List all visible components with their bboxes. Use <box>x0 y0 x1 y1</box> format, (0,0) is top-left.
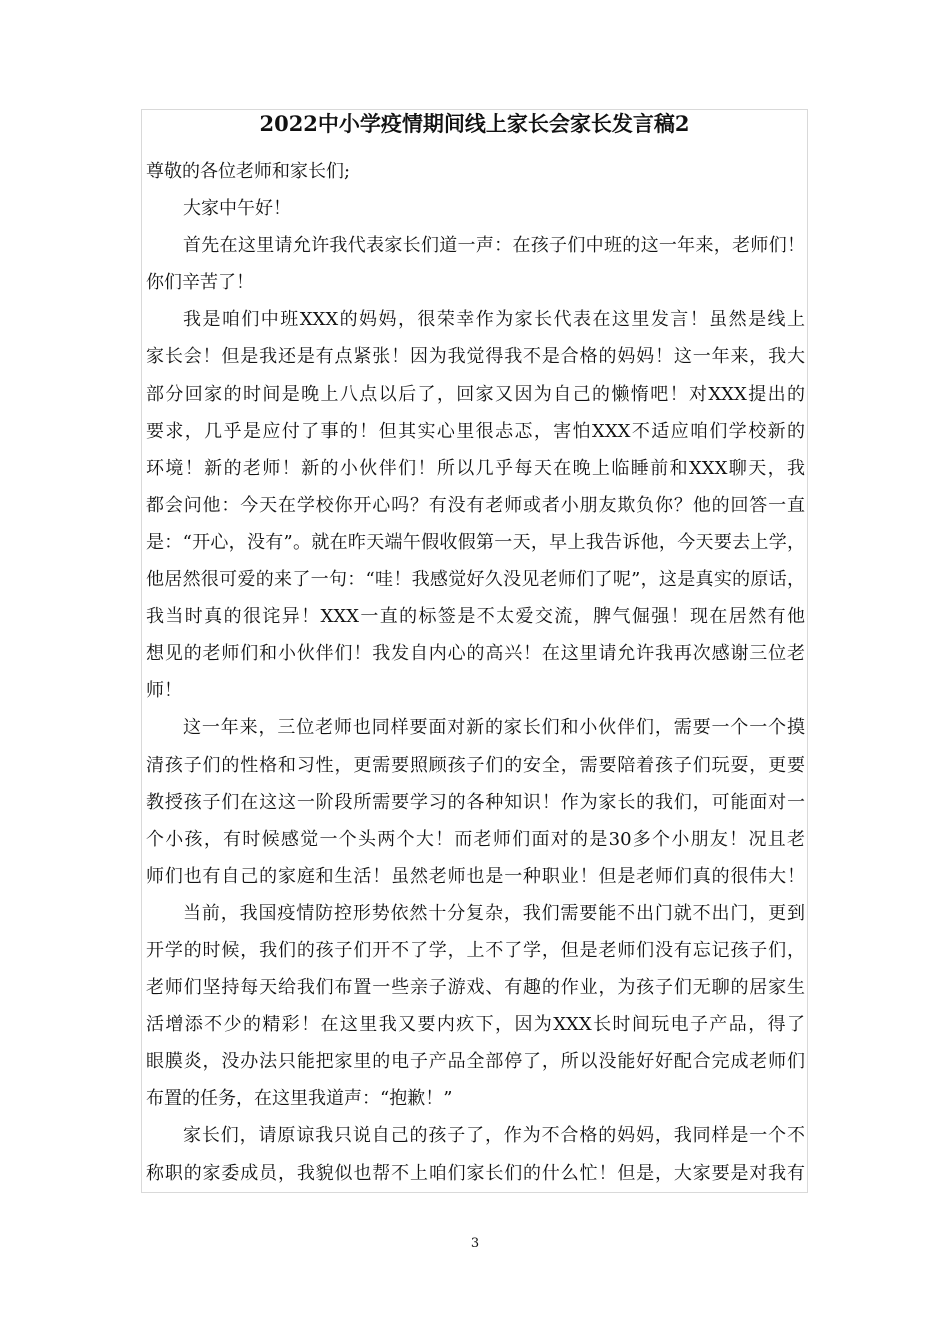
text-line: 尊敬的各位老师和家长们; <box>146 161 351 182</box>
text-line: 你们辛苦了！ <box>146 272 254 294</box>
text-line: 首先在这里请允许我代表家长们道一声：在孩子们中班的这一年来，老师们！ <box>183 235 805 257</box>
text-line: 清孩子们的性格和习性，更需要照顾孩子们的安全，需要陪着孩子们玩耍，更要 <box>146 754 805 776</box>
text-line: 环境！新的老师！新的小伙伴们！所以几乎每天在晚上临睡前和XXX聊天，我 <box>146 457 805 479</box>
text-line: 要求，几乎是应付了事的！但其实心里很忐忑，害怕XXX不适应咱们学校新的 <box>146 420 805 442</box>
text-line: 想见的老师们和小伙伴们！我发自内心的高兴！在这里请允许我再次感谢三位老 <box>146 643 805 665</box>
text-line: 师们也有自己的家庭和生活！虽然老师也是一种职业！但是老师们真的很伟大！ <box>146 865 805 887</box>
text-line: 个小孩，有时候感觉一个头两个大！而老师们面对的是30多个小朋友！况且老 <box>146 828 805 850</box>
text-line: 教授孩子们在这这一阶段所需要学习的各种知识！作为家长的我们，可能面对一 <box>146 791 805 813</box>
text-line: 师！ <box>146 680 182 702</box>
text-line: 都会问他：今天在学校你开心吗？有没有老师或者小朋友欺负你？他的回答一直 <box>146 494 805 516</box>
document-title: 2022中小学疫情期间线上家长会家长发言稿2 <box>259 111 690 136</box>
text-line: 称职的家委成员，我貌似也帮不上咱们家长们的什么忙！但是，大家要是对我有 <box>146 1162 805 1184</box>
text-line: 我当时真的很诧异！XXX一直的标签是不太爱交流，脾气倔强！现在居然有他 <box>146 606 805 628</box>
text-line: 大家中午好！ <box>183 198 291 220</box>
text-line: 家长会！但是我还是有点紧张！因为我觉得我不是合格的妈妈！这一年来，我大 <box>146 346 805 368</box>
text-line: 部分回家的时间是晚上八点以后了，回家又因为自己的懒惰吧！对XXX提出的 <box>146 383 805 405</box>
text-line: 活增添不少的精彩！在这里我又要内疚下，因为XXX长时间玩电子产品，得了 <box>146 1014 805 1036</box>
document-body <box>146 153 805 1192</box>
text-line: 是：“开心，没有”。就在昨天端午假收假第一天，早上我告诉他，今天要去上学， <box>146 531 805 553</box>
text-line: 我是咱们中班XXX的妈妈，很荣幸作为家长代表在这里发言！虽然是线上 <box>183 309 805 331</box>
text-line: 老师们坚持每天给我们布置一些亲子游戏、有趣的作业，为孩子们无聊的居家生 <box>146 977 805 999</box>
text-line: 家长们，请原谅我只说自己的孩子了，作为不合格的妈妈，我同样是一个不 <box>183 1125 805 1147</box>
text-line: 当前，我国疫情防控形势依然十分复杂，我们需要能不出门就不出门，更到 <box>183 902 805 924</box>
page-number: 3 <box>470 1236 480 1251</box>
text-line: 他居然很可爱的来了一句：“哇！我感觉好久没见老师们了呢”，这是真实的原话， <box>146 569 805 591</box>
text-line: 这一年来，三位老师也同样要面对新的家长们和小伙伴们，需要一个一个摸 <box>183 717 805 739</box>
text-line: 眼膜炎，没办法只能把家里的电子产品全部停了，所以没能好好配合完成老师们 <box>146 1051 805 1073</box>
text-line: 开学的时候，我们的孩子们开不了学，上不了学，但是老师们没有忘记孩子们， <box>146 939 805 961</box>
text-line: 布置的任务，在这里我道声：“抱歉！” <box>146 1088 453 1110</box>
